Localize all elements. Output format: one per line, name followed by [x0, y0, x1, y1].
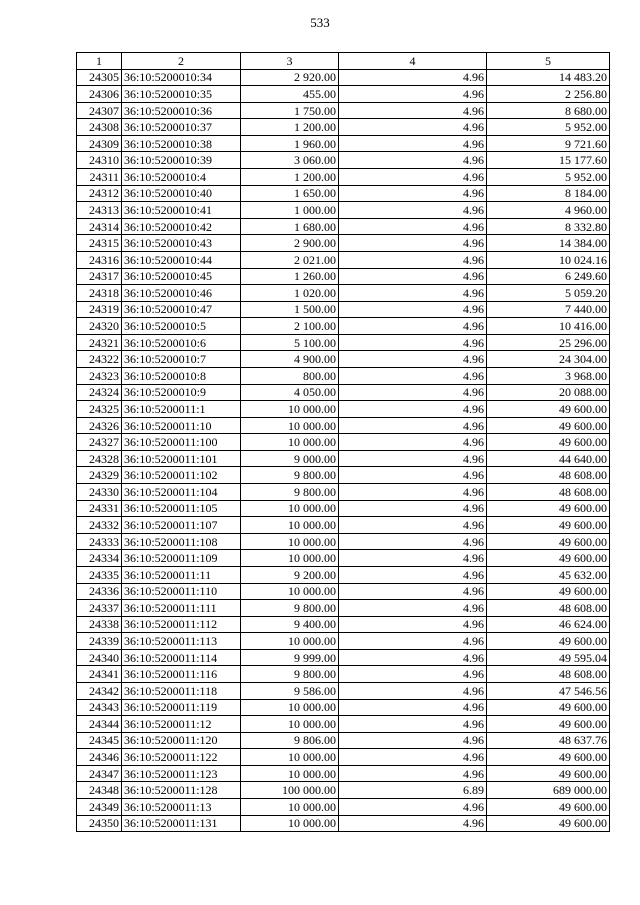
- cadastral-number-cell: 36:10:5200011:120: [122, 732, 241, 749]
- cadastral-number-cell: 36:10:5200010:5: [122, 318, 241, 335]
- table-row: [77, 533, 610, 550]
- rate-cell: 4.96: [339, 334, 487, 351]
- area-cell: 9 000.00: [241, 450, 339, 467]
- row-number-cell: 24316: [77, 251, 122, 268]
- cadastral-number-cell: 36:10:5200010:42: [122, 218, 241, 235]
- table-row: [77, 749, 610, 766]
- row-number-cell: 24343: [77, 699, 122, 716]
- rate-cell: 4.96: [339, 732, 487, 749]
- table-row: [77, 682, 610, 699]
- amount-cell: 47 546.56: [487, 682, 610, 699]
- table-row: [77, 384, 610, 401]
- table-row: [77, 484, 610, 501]
- row-number-cell: 24328: [77, 450, 122, 467]
- rate-cell: 4.96: [339, 500, 487, 517]
- area-cell: 10 000.00: [241, 434, 339, 451]
- cadastral-number-cell: 36:10:5200011:123: [122, 765, 241, 782]
- area-cell: 1 020.00: [241, 285, 339, 302]
- rate-cell: 4.96: [339, 251, 487, 268]
- amount-cell: 49 600.00: [487, 550, 610, 567]
- table-row: [77, 235, 610, 252]
- data-table: [76, 52, 610, 832]
- row-number-cell: 24315: [77, 235, 122, 252]
- column-header-2: 2: [122, 53, 241, 70]
- cadastral-number-cell: 36:10:5200011:128: [122, 782, 241, 799]
- row-number-cell: 24333: [77, 533, 122, 550]
- table-row: [77, 765, 610, 782]
- amount-cell: 49 600.00: [487, 417, 610, 434]
- amount-cell: 5 952.00: [487, 169, 610, 186]
- table-row: [77, 566, 610, 583]
- row-number-cell: 24344: [77, 716, 122, 733]
- amount-cell: 10 416.00: [487, 318, 610, 335]
- row-number-cell: 24312: [77, 185, 122, 202]
- area-cell: 10 000.00: [241, 633, 339, 650]
- rate-cell: 4.96: [339, 600, 487, 617]
- area-cell: 9 806.00: [241, 732, 339, 749]
- table-row: [77, 732, 610, 749]
- table-row: [77, 218, 610, 235]
- area-cell: 10 000.00: [241, 765, 339, 782]
- row-number-cell: 24342: [77, 682, 122, 699]
- rate-cell: 4.96: [339, 799, 487, 816]
- amount-cell: 4 960.00: [487, 202, 610, 219]
- amount-cell: 46 624.00: [487, 616, 610, 633]
- amount-cell: 48 608.00: [487, 600, 610, 617]
- rate-cell: 4.96: [339, 666, 487, 683]
- row-number-cell: 24311: [77, 169, 122, 186]
- cadastral-number-cell: 36:10:5200011:105: [122, 500, 241, 517]
- amount-cell: 49 600.00: [487, 815, 610, 832]
- table-header: [77, 53, 610, 70]
- area-cell: 2 900.00: [241, 235, 339, 252]
- area-cell: 10 000.00: [241, 716, 339, 733]
- cadastral-number-cell: 36:10:5200010:40: [122, 185, 241, 202]
- cadastral-number-cell: 36:10:5200011:107: [122, 517, 241, 534]
- rate-cell: 6.89: [339, 782, 487, 799]
- area-cell: 10 000.00: [241, 533, 339, 550]
- cadastral-number-cell: 36:10:5200010:46: [122, 285, 241, 302]
- amount-cell: 44 640.00: [487, 450, 610, 467]
- cadastral-number-cell: 36:10:5200011:112: [122, 616, 241, 633]
- area-cell: 10 000.00: [241, 699, 339, 716]
- cadastral-number-cell: 36:10:5200010:9: [122, 384, 241, 401]
- table-row: [77, 185, 610, 202]
- cadastral-number-cell: 36:10:5200011:110: [122, 583, 241, 600]
- rate-cell: 4.96: [339, 649, 487, 666]
- amount-cell: 49 600.00: [487, 633, 610, 650]
- cadastral-number-cell: 36:10:5200011:10: [122, 417, 241, 434]
- row-number-cell: 24335: [77, 566, 122, 583]
- row-number-cell: 24313: [77, 202, 122, 219]
- rate-cell: 4.96: [339, 169, 487, 186]
- cadastral-number-cell: 36:10:5200010:6: [122, 334, 241, 351]
- table-row: [77, 500, 610, 517]
- table-row: [77, 417, 610, 434]
- row-number-cell: 24321: [77, 334, 122, 351]
- table-row: [77, 202, 610, 219]
- cadastral-number-cell: 36:10:5200010:34: [122, 69, 241, 86]
- area-cell: 10 000.00: [241, 500, 339, 517]
- table-row: [77, 86, 610, 103]
- table-row: [77, 169, 610, 186]
- area-cell: 10 000.00: [241, 799, 339, 816]
- rate-cell: 4.96: [339, 716, 487, 733]
- amount-cell: 45 632.00: [487, 566, 610, 583]
- area-cell: 1 960.00: [241, 135, 339, 152]
- column-header-3: 3: [241, 53, 339, 70]
- area-cell: 1 000.00: [241, 202, 339, 219]
- amount-cell: 14 384.00: [487, 235, 610, 252]
- area-cell: 10 000.00: [241, 749, 339, 766]
- row-number-cell: 24341: [77, 666, 122, 683]
- cadastral-number-cell: 36:10:5200011:111: [122, 600, 241, 617]
- table-row: [77, 716, 610, 733]
- row-number-cell: 24346: [77, 749, 122, 766]
- area-cell: 4 900.00: [241, 351, 339, 368]
- rate-cell: 4.96: [339, 102, 487, 119]
- table-row: [77, 69, 610, 86]
- row-number-cell: 24324: [77, 384, 122, 401]
- table-row: [77, 318, 610, 335]
- amount-cell: 8 332.80: [487, 218, 610, 235]
- table-row: [77, 815, 610, 832]
- row-number-cell: 24339: [77, 633, 122, 650]
- amount-cell: 5 059.20: [487, 285, 610, 302]
- cadastral-number-cell: 36:10:5200011:109: [122, 550, 241, 567]
- cadastral-number-cell: 36:10:5200011:118: [122, 682, 241, 699]
- amount-cell: 48 608.00: [487, 484, 610, 501]
- area-cell: 800.00: [241, 367, 339, 384]
- column-header-4: 4: [339, 53, 487, 70]
- row-number-cell: 24330: [77, 484, 122, 501]
- area-cell: 1 200.00: [241, 119, 339, 136]
- rate-cell: 4.96: [339, 86, 487, 103]
- amount-cell: 49 600.00: [487, 799, 610, 816]
- cadastral-number-cell: 36:10:5200011:122: [122, 749, 241, 766]
- area-cell: 9 800.00: [241, 600, 339, 617]
- table-row: [77, 600, 610, 617]
- row-number-cell: 24320: [77, 318, 122, 335]
- table-row: [77, 450, 610, 467]
- row-number-cell: 24327: [77, 434, 122, 451]
- page-number: 533: [310, 15, 330, 30]
- rate-cell: 4.96: [339, 218, 487, 235]
- table-row: [77, 334, 610, 351]
- cadastral-number-cell: 36:10:5200011:108: [122, 533, 241, 550]
- area-cell: 1 750.00: [241, 102, 339, 119]
- rate-cell: 4.96: [339, 301, 487, 318]
- row-number-cell: 24317: [77, 268, 122, 285]
- amount-cell: 49 600.00: [487, 533, 610, 550]
- cadastral-number-cell: 36:10:5200010:47: [122, 301, 241, 318]
- cadastral-number-cell: 36:10:5200011:100: [122, 434, 241, 451]
- amount-cell: 14 483.20: [487, 69, 610, 86]
- rate-cell: 4.96: [339, 484, 487, 501]
- row-number-cell: 24332: [77, 517, 122, 534]
- row-number-cell: 24338: [77, 616, 122, 633]
- area-cell: 100 000.00: [241, 782, 339, 799]
- row-number-cell: 24307: [77, 102, 122, 119]
- row-number-cell: 24305: [77, 69, 122, 86]
- amount-cell: 7 440.00: [487, 301, 610, 318]
- amount-cell: 49 600.00: [487, 517, 610, 534]
- row-number-cell: 24325: [77, 401, 122, 418]
- rate-cell: 4.96: [339, 749, 487, 766]
- rate-cell: 4.96: [339, 401, 487, 418]
- area-cell: 455.00: [241, 86, 339, 103]
- column-header-1: 1: [77, 53, 122, 70]
- rate-cell: 4.96: [339, 152, 487, 169]
- cadastral-number-cell: 36:10:5200011:11: [122, 566, 241, 583]
- rate-cell: 4.96: [339, 185, 487, 202]
- area-cell: 9 800.00: [241, 484, 339, 501]
- area-cell: 1 260.00: [241, 268, 339, 285]
- rate-cell: 4.96: [339, 285, 487, 302]
- row-number-cell: 24322: [77, 351, 122, 368]
- amount-cell: 49 600.00: [487, 716, 610, 733]
- rate-cell: 4.96: [339, 384, 487, 401]
- cadastral-number-cell: 36:10:5200010:4: [122, 169, 241, 186]
- table-row: [77, 152, 610, 169]
- table-row: [77, 467, 610, 484]
- cadastral-number-cell: 36:10:5200011:116: [122, 666, 241, 683]
- cadastral-number-cell: 36:10:5200010:7: [122, 351, 241, 368]
- area-cell: 1 200.00: [241, 169, 339, 186]
- amount-cell: 8 184.00: [487, 185, 610, 202]
- area-cell: 5 100.00: [241, 334, 339, 351]
- area-cell: 9 800.00: [241, 666, 339, 683]
- area-cell: 1 650.00: [241, 185, 339, 202]
- amount-cell: 49 600.00: [487, 765, 610, 782]
- cadastral-number-cell: 36:10:5200010:41: [122, 202, 241, 219]
- row-number-cell: 24318: [77, 285, 122, 302]
- cadastral-number-cell: 36:10:5200011:12: [122, 716, 241, 733]
- rate-cell: 4.96: [339, 268, 487, 285]
- rate-cell: 4.96: [339, 69, 487, 86]
- table-row: [77, 351, 610, 368]
- table-row: [77, 367, 610, 384]
- cadastral-number-cell: 36:10:5200010:36: [122, 102, 241, 119]
- cadastral-number-cell: 36:10:5200010:37: [122, 119, 241, 136]
- row-number-cell: 24323: [77, 367, 122, 384]
- table-row: [77, 285, 610, 302]
- rate-cell: 4.96: [339, 765, 487, 782]
- area-cell: 10 000.00: [241, 401, 339, 418]
- row-number-cell: 24326: [77, 417, 122, 434]
- table-row: [77, 583, 610, 600]
- cadastral-number-cell: 36:10:5200011:101: [122, 450, 241, 467]
- rate-cell: 4.96: [339, 533, 487, 550]
- amount-cell: 49 600.00: [487, 583, 610, 600]
- rate-cell: 4.96: [339, 450, 487, 467]
- area-cell: 9 400.00: [241, 616, 339, 633]
- cadastral-number-cell: 36:10:5200011:104: [122, 484, 241, 501]
- area-cell: 4 050.00: [241, 384, 339, 401]
- area-cell: 10 000.00: [241, 517, 339, 534]
- cadastral-number-cell: 36:10:5200010:44: [122, 251, 241, 268]
- cadastral-number-cell: 36:10:5200010:8: [122, 367, 241, 384]
- row-number-cell: 24329: [77, 467, 122, 484]
- area-cell: 9 999.00: [241, 649, 339, 666]
- cadastral-number-cell: 36:10:5200011:131: [122, 815, 241, 832]
- amount-cell: 6 249.60: [487, 268, 610, 285]
- table-row: [77, 135, 610, 152]
- table-row: [77, 649, 610, 666]
- table-row: [77, 666, 610, 683]
- table-row: [77, 401, 610, 418]
- rate-cell: 4.96: [339, 616, 487, 633]
- row-number-cell: 24336: [77, 583, 122, 600]
- cadastral-number-cell: 36:10:5200011:102: [122, 467, 241, 484]
- rate-cell: 4.96: [339, 434, 487, 451]
- area-cell: 9 800.00: [241, 467, 339, 484]
- row-number-cell: 24350: [77, 815, 122, 832]
- amount-cell: 49 600.00: [487, 401, 610, 418]
- rate-cell: 4.96: [339, 517, 487, 534]
- cadastral-number-cell: 36:10:5200011:113: [122, 633, 241, 650]
- area-cell: 9 200.00: [241, 566, 339, 583]
- table-row: [77, 550, 610, 567]
- row-number-cell: 24345: [77, 732, 122, 749]
- rate-cell: 4.96: [339, 119, 487, 136]
- row-number-cell: 24308: [77, 119, 122, 136]
- area-cell: 9 586.00: [241, 682, 339, 699]
- amount-cell: 48 608.00: [487, 467, 610, 484]
- amount-cell: 3 968.00: [487, 367, 610, 384]
- area-cell: 10 000.00: [241, 417, 339, 434]
- table-row: [77, 251, 610, 268]
- rate-cell: 4.96: [339, 318, 487, 335]
- rate-cell: 4.96: [339, 417, 487, 434]
- amount-cell: 49 600.00: [487, 434, 610, 451]
- cadastral-number-cell: 36:10:5200010:39: [122, 152, 241, 169]
- amount-cell: 15 177.60: [487, 152, 610, 169]
- cadastral-number-cell: 36:10:5200011:1: [122, 401, 241, 418]
- rate-cell: 4.96: [339, 351, 487, 368]
- row-number-cell: 24310: [77, 152, 122, 169]
- area-cell: 10 000.00: [241, 550, 339, 567]
- area-cell: 3 060.00: [241, 152, 339, 169]
- table-row: [77, 434, 610, 451]
- amount-cell: 49 595.04: [487, 649, 610, 666]
- area-cell: 10 000.00: [241, 583, 339, 600]
- rate-cell: 4.96: [339, 367, 487, 384]
- table-row: [77, 119, 610, 136]
- rate-cell: 4.96: [339, 202, 487, 219]
- amount-cell: 9 721.60: [487, 135, 610, 152]
- table-row: [77, 782, 610, 799]
- amount-cell: 48 608.00: [487, 666, 610, 683]
- rate-cell: 4.96: [339, 583, 487, 600]
- amount-cell: 49 600.00: [487, 699, 610, 716]
- cadastral-number-cell: 36:10:5200010:38: [122, 135, 241, 152]
- amount-cell: 49 600.00: [487, 749, 610, 766]
- row-number-cell: 24340: [77, 649, 122, 666]
- cadastral-number-cell: 36:10:5200010:35: [122, 86, 241, 103]
- table-row: [77, 268, 610, 285]
- table-row: [77, 799, 610, 816]
- amount-cell: 25 296.00: [487, 334, 610, 351]
- rate-cell: 4.96: [339, 815, 487, 832]
- area-cell: 1 500.00: [241, 301, 339, 318]
- rate-cell: 4.96: [339, 467, 487, 484]
- cadastral-number-cell: 36:10:5200011:13: [122, 799, 241, 816]
- row-number-cell: 24348: [77, 782, 122, 799]
- table-row: [77, 517, 610, 534]
- area-cell: 2 100.00: [241, 318, 339, 335]
- row-number-cell: 24306: [77, 86, 122, 103]
- amount-cell: 24 304.00: [487, 351, 610, 368]
- row-number-cell: 24319: [77, 301, 122, 318]
- amount-cell: 5 952.00: [487, 119, 610, 136]
- area-cell: 10 000.00: [241, 815, 339, 832]
- rate-cell: 4.96: [339, 550, 487, 567]
- amount-cell: 20 088.00: [487, 384, 610, 401]
- amount-cell: 49 600.00: [487, 500, 610, 517]
- table-body: [77, 69, 610, 832]
- cadastral-number-cell: 36:10:5200010:43: [122, 235, 241, 252]
- row-number-cell: 24309: [77, 135, 122, 152]
- amount-cell: 8 680.00: [487, 102, 610, 119]
- cadastral-number-cell: 36:10:5200011:119: [122, 699, 241, 716]
- table-row: [77, 633, 610, 650]
- row-number-cell: 24331: [77, 500, 122, 517]
- amount-cell: 689 000.00: [487, 782, 610, 799]
- amount-cell: 10 024.16: [487, 251, 610, 268]
- header-row: [77, 53, 610, 70]
- rate-cell: 4.96: [339, 566, 487, 583]
- rate-cell: 4.96: [339, 135, 487, 152]
- rate-cell: 4.96: [339, 633, 487, 650]
- rate-cell: 4.96: [339, 235, 487, 252]
- rate-cell: 4.96: [339, 699, 487, 716]
- amount-cell: 2 256.80: [487, 86, 610, 103]
- table-row: [77, 102, 610, 119]
- row-number-cell: 24349: [77, 799, 122, 816]
- cadastral-number-cell: 36:10:5200011:114: [122, 649, 241, 666]
- area-cell: 2 920.00: [241, 69, 339, 86]
- table-row: [77, 301, 610, 318]
- row-number-cell: 24337: [77, 600, 122, 617]
- cadastral-number-cell: 36:10:5200010:45: [122, 268, 241, 285]
- row-number-cell: 24314: [77, 218, 122, 235]
- area-cell: 2 021.00: [241, 251, 339, 268]
- table-row: [77, 616, 610, 633]
- row-number-cell: 24334: [77, 550, 122, 567]
- rate-cell: 4.96: [339, 682, 487, 699]
- row-number-cell: 24347: [77, 765, 122, 782]
- table-row: [77, 699, 610, 716]
- column-header-5: 5: [487, 53, 610, 70]
- amount-cell: 48 637.76: [487, 732, 610, 749]
- area-cell: 1 680.00: [241, 218, 339, 235]
